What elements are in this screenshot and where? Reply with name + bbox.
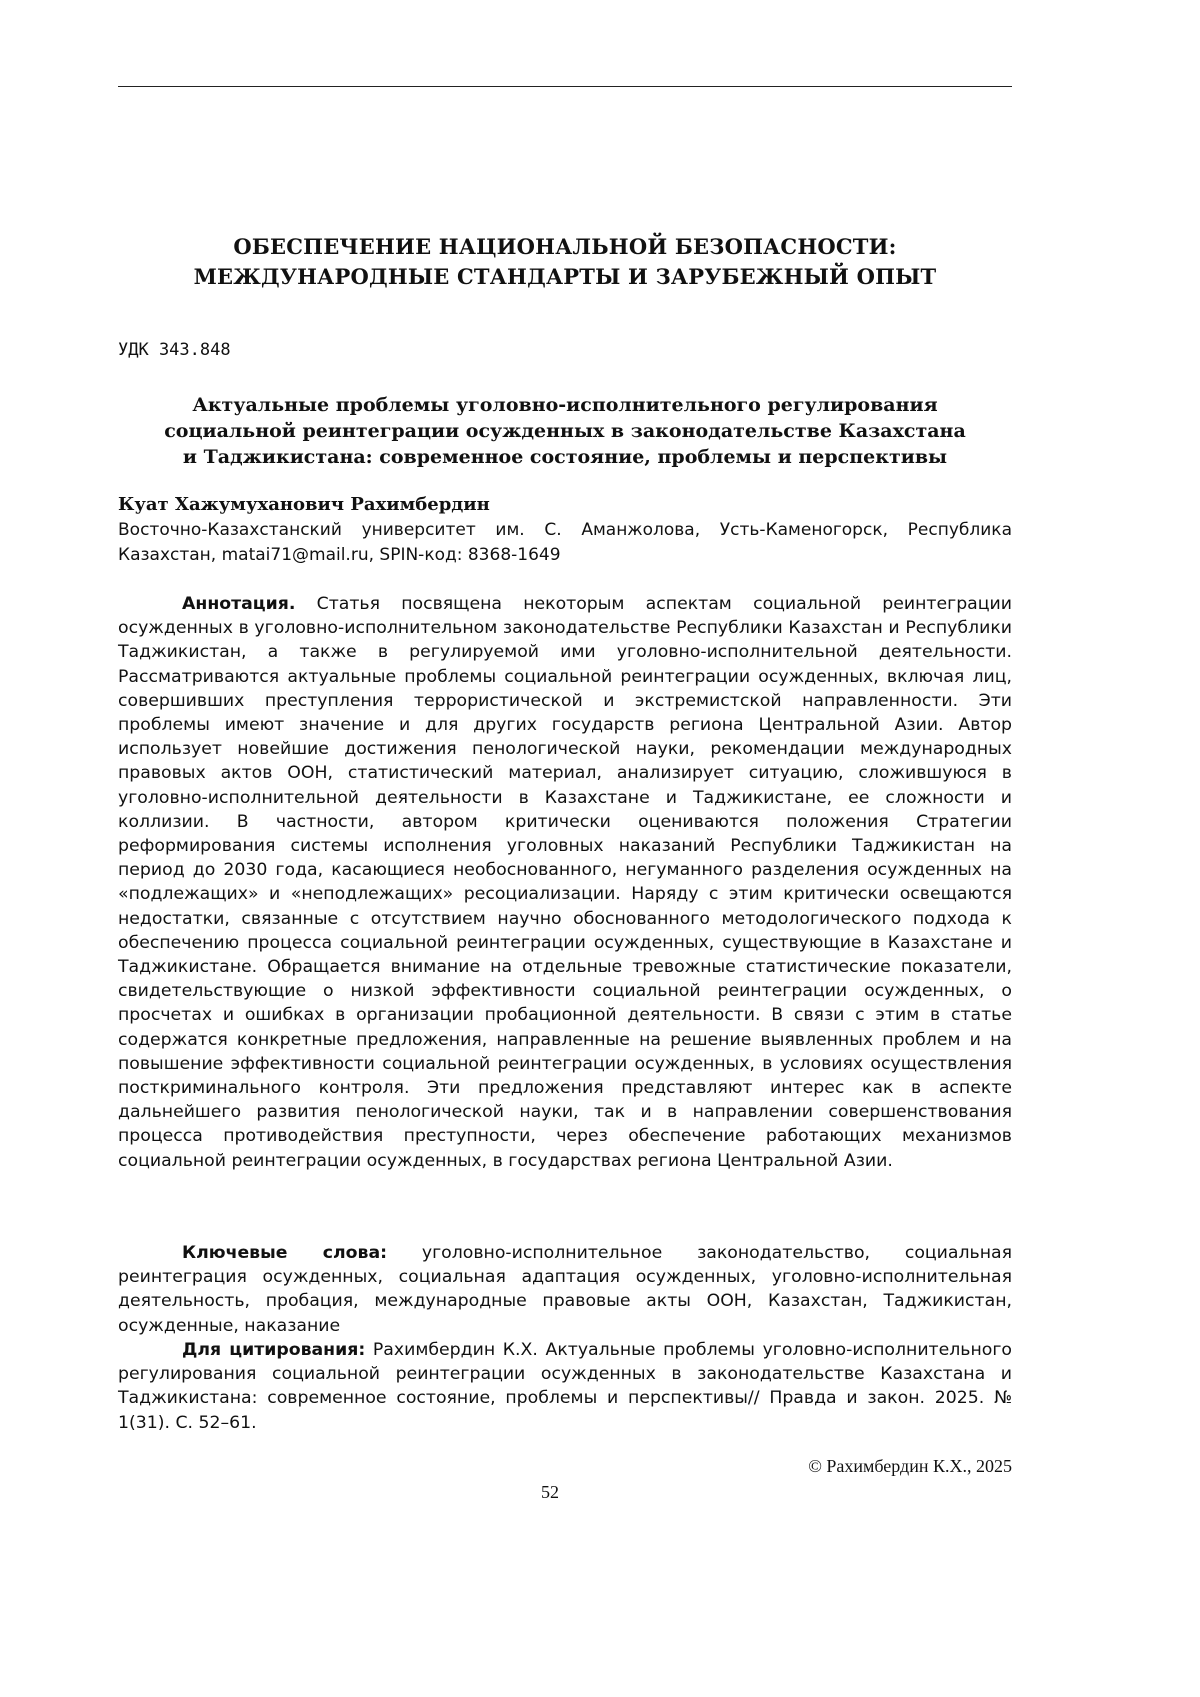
article-title-line-2: социальной реинтеграции осужденных в законодательстве Казахстана	[118, 418, 1012, 444]
article-title-line-1: Актуальные проблемы уголовно-исполнительного регулирования	[118, 392, 1012, 418]
abstract-label: Аннотация.	[182, 594, 295, 614]
citation-label: Для цитирования:	[182, 1340, 365, 1360]
page-number: 52	[0, 1482, 1100, 1503]
keywords	[118, 1241, 1012, 1338]
author-name: Куат Хажумуханович Рахимбердин	[118, 494, 490, 515]
journal-page	[0, 0, 1100, 1556]
copyright-notice: © Рахимбердин К.Х., 2025	[808, 1456, 1012, 1477]
abstract	[118, 592, 1012, 1173]
header-rule	[118, 86, 1012, 87]
keywords-text: уголовно-исполнительное законодательство, социальная реинтеграция осужденных, социальная адаптация осужденных, уголовно-исполнительная деятельность, пробация, международные правовые акты ООН, Казахстан, Таджикистан, осужденные, наказание	[118, 1243, 1012, 1336]
article-title-line-3: и Таджикистана: современное состояние, проблемы и перспективы	[118, 444, 1012, 470]
keywords-label: Ключевые слова:	[182, 1243, 387, 1263]
citation	[118, 1338, 1012, 1435]
section-title-line-2: МЕЖДУНАРОДНЫЕ СТАНДАРТЫ И ЗАРУБЕЖНЫЙ ОПЫТ	[118, 262, 1012, 292]
citation-text: Рахимбердин К.Х. Актуальные проблемы уголовно-исполнительного регулирования социальной реинтеграции осужденных в законодательстве Казахстана и Таджикистана: современное состояние, проблемы и перспективы// Правда и закон. 2025. № 1(31). С. 52–61.	[118, 1340, 1012, 1433]
article-title	[118, 392, 1012, 470]
author-affiliation: Восточно-Казахстанский университет им. С. Аманжолова, Усть-Каменогорск, Республика Казахстан, matai71@mail.ru, SPIN-код: 8368-1649	[118, 518, 1012, 568]
section-title	[118, 232, 1012, 292]
udk-code: УДК 343.848	[118, 340, 231, 360]
abstract-text: Статья посвящена некоторым аспектам социальной реинтеграции осужденных в уголовно-исполнительном законодательстве Республики Казахстан и Республики Таджикистан, а также в регулируемой ими уголовно-исполнительной деятельности. Рассматриваются актуальные проблемы социальной реинтеграции осужденных, включая лиц, совершивших преступления террористической и экстремистской направленности. Эти проблемы имеют значение и для других государств региона Центральной Азии. Автор использует новейшие достижения пенологической науки, рекомендации международных правовых актов ООН, статистический материал, анализирует ситуацию, сложившуюся в уголовно-исполнительной деятельности в Казахстане и Таджикистане, ее сложности и коллизии. В частности, автором критически оцениваются положения Стратегии реформирования системы исполнения уголовных наказаний Республики Таджикистан на период до 2030 года, касающиеся необоснованного, негуманного разделения осужденных на «подлежащих» и «неподлежащих» ресоциализации. Наряду с этим критически освещаются недостатки, связанные с отсутствием научно обоснованного методологического подхода к обеспечению процесса социальной реинтеграции осужденных, существующие в Казахстане и Таджикистане. Обращается внимание на отдельные тревожные статистические показатели, свидетельствующие о низкой эффективности социальной реинтеграции осужденных, о просчетах и ошибках в организации пробационной деятельности. В связи с этим в статье содержатся конкретные предложения, направленные на решение выявленных проблем и на повышение эффективности социальной реинтеграции осужденных, в условиях осуществления посткриминального контроля. Эти предложения представляют интерес как в аспекте дальнейшего развития пенологической науки, так и в направлении совершенствования процесса противодействия преступности, через обеспечение работающих механизмов социальной реинтеграции осужденных, в государствах региона Центральной Азии.	[118, 594, 1012, 1171]
section-title-line-1: ОБЕСПЕЧЕНИЕ НАЦИОНАЛЬНОЙ БЕЗОПАСНОСТИ:	[118, 232, 1012, 262]
